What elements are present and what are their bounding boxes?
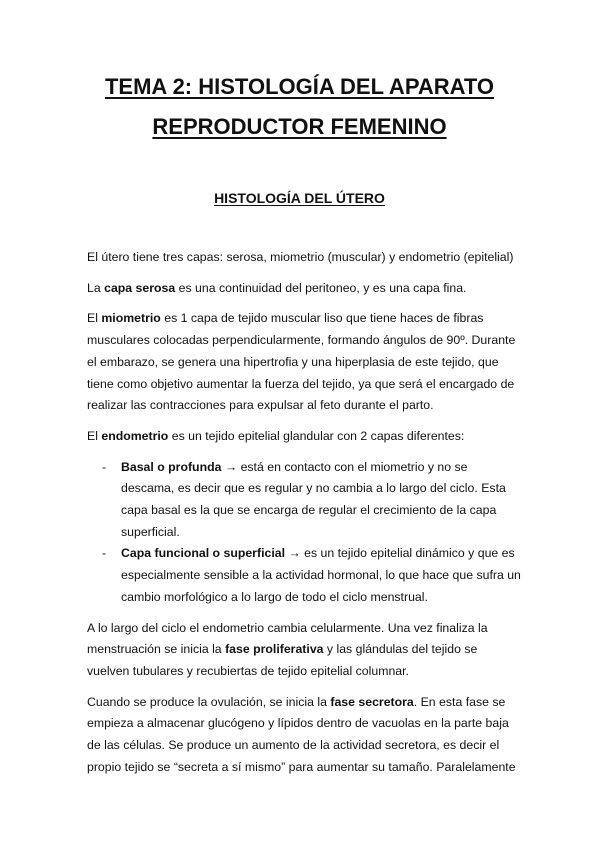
endometrium-layers-list — [87, 457, 522, 609]
text: es una continuidad del peritoneo, y es una capa fina. — [175, 280, 467, 295]
text: es 1 capa de tejido muscular liso que tiene haces de fibras musculares colocadas perpendicularmente, formando ángulos de 90º. Durante el embarazo, se genera una hipertrofia y una hiperplasia de este tejido, que tiene como objetivo aumentar la fuerza del tejido, ya que será el encargado de realizar las contracciones para expulsar al feto durante el parto. — [87, 311, 516, 413]
text: es un tejido epitelial glandular con 2 capas diferentes: — [168, 428, 465, 443]
paragraph-fase-proliferativa — [87, 618, 522, 683]
list-bullet: - — [102, 459, 107, 474]
paragraph-fase-secretora — [87, 692, 522, 779]
text: El — [87, 311, 102, 326]
document-title-line-1: TEMA 2: HISTOLOGÍA DEL APARATO — [104, 74, 495, 99]
text: La — [87, 280, 105, 295]
term-basal: Basal o profunda — [121, 459, 222, 474]
text: Cuando se produce la ovulación, se inicia la — [87, 694, 331, 709]
section-heading: HISTOLOGÍA DEL ÚTERO — [214, 190, 385, 206]
paragraph-miometrio — [87, 308, 522, 417]
paragraph-endometrio — [87, 426, 522, 448]
term-fase-proliferativa: fase proliferativa — [225, 642, 324, 657]
term-capa-funcional: Capa funcional o superficial — [121, 546, 285, 561]
text: → es un tejido epitelial dinámico y que es especialmente sensible a la actividad hormonal, lo que hace que sufra un cambio morfológico a lo largo de todo el ciclo menstrual. — [121, 546, 521, 604]
text: A lo largo del ciclo el endometrio cambia celularmente. Una vez finaliza la menstruación se inicia la — [87, 620, 488, 657]
term-fase-secretora: fase secretora — [330, 694, 414, 709]
term-miometrio: miometrio — [101, 311, 161, 326]
text: El — [87, 428, 102, 443]
paragraph-layers: El útero tiene tres capas: serosa, miometrio (muscular) y endometrio (epitelial) — [87, 250, 514, 264]
text: → está en contacto con el miometrio y no se descama, es decir que es regular y no cambia a lo largo del ciclo. Esta capa basal es la que se encarga de regular el crecimiento de la capa superficial. — [121, 459, 506, 539]
term-endometrio: endometrio — [101, 428, 169, 443]
text: y las glándulas del tejido se vuelven tubulares y recubiertas de tejido epitelial columnar. — [87, 642, 478, 678]
document-title-line-2: REPRODUCTOR FEMENINO — [152, 114, 447, 139]
paragraph-serosa — [87, 278, 522, 300]
list-bullet: - — [102, 546, 107, 561]
text: . En esta fase se empieza a almacenar glucógeno y lípidos dentro de vacuolas en la parte baja de las células. Se produce un aumento de la actividad secretora, es decir el propio tejido se “secreta a sí mismo” para aumentar su tamaño. Paralelamente — [87, 694, 516, 774]
list-item — [87, 543, 522, 608]
list-item — [87, 457, 522, 544]
term-capa-serosa: capa serosa — [104, 280, 176, 295]
document-body — [87, 247, 522, 787]
